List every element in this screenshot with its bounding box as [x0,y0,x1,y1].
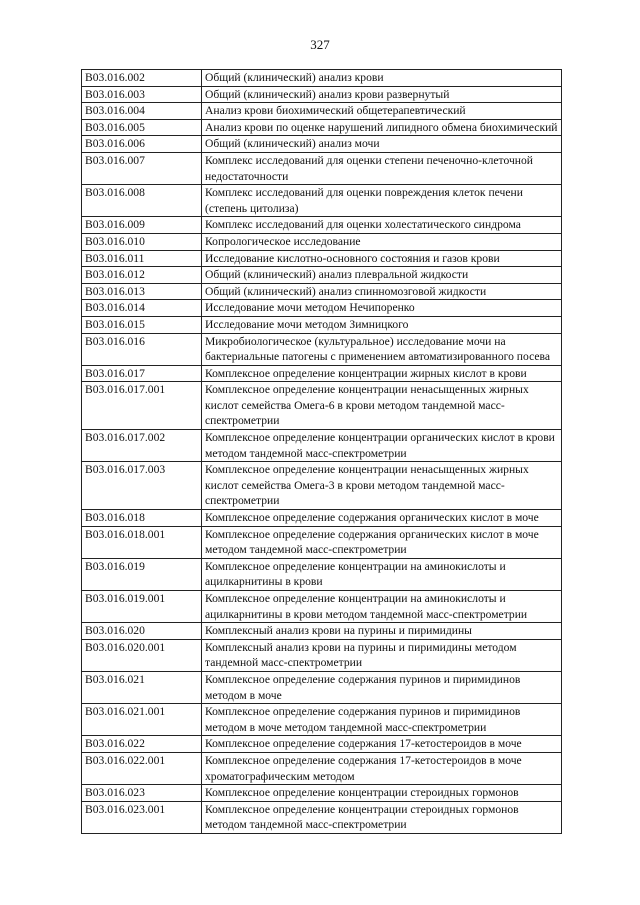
table-row [82,300,562,317]
table-row [82,267,562,284]
service-name-cell: Общий (клинический) анализ плевральной жидкости [202,267,562,284]
service-code-cell: B03.016.011 [82,250,202,267]
service-name-cell: Исследование мочи методом Нечипоренко [202,300,562,317]
service-code-cell: B03.016.016 [82,333,202,365]
service-code-cell: B03.016.019 [82,558,202,590]
table-row [82,510,562,527]
table-row [82,86,562,103]
service-name-cell: Комплексный анализ крови на пурины и пиримидины методом тандемной масс-спектрометрии [202,639,562,671]
table-row [82,103,562,120]
table-row [82,801,562,833]
service-code-cell: B03.016.009 [82,217,202,234]
table-row [82,333,562,365]
service-code-cell: B03.016.005 [82,119,202,136]
service-code-cell: B03.016.013 [82,283,202,300]
service-name-cell: Комплекс исследований для оценки повреждения клеток печени (степень цитолиза) [202,185,562,217]
table-row [82,185,562,217]
table-row [82,526,562,558]
table-row [82,119,562,136]
service-name-cell: Анализ крови по оценке нарушений липидного обмена биохимический [202,119,562,136]
service-code-cell: B03.016.020 [82,623,202,640]
service-code-cell: B03.016.023 [82,785,202,802]
service-name-cell: Общий (клинический) анализ крови [202,70,562,87]
service-code-cell: B03.016.017.003 [82,462,202,510]
service-code-cell: B03.016.007 [82,152,202,184]
services-table-body [82,70,562,834]
service-name-cell: Исследование мочи методом Зимницкого [202,316,562,333]
service-name-cell: Копрологическое исследование [202,233,562,250]
service-code-cell: B03.016.006 [82,136,202,153]
service-code-cell: B03.016.017.002 [82,430,202,462]
table-row [82,639,562,671]
service-code-cell: B03.016.008 [82,185,202,217]
table-row [82,785,562,802]
table-row [82,623,562,640]
service-name-cell: Комплексное определение концентрации жирных кислот в крови [202,365,562,382]
service-code-cell: B03.016.017 [82,365,202,382]
service-name-cell: Общий (клинический) анализ спинномозговой жидкости [202,283,562,300]
service-name-cell: Комплексное определение содержания пуринов и пиримидинов методом в моче [202,671,562,703]
service-name-cell: Комплексное определение концентрации на аминокислоты и ацилкарнитины в крови [202,558,562,590]
service-name-cell: Комплексное определение концентрации ненасыщенных жирных кислот семейства Омега-3 в крови методом тандемной масс-спектрометрии [202,462,562,510]
service-name-cell: Комплексное определение концентрации органических кислот в крови методом тандемной масс-спектрометрии [202,430,562,462]
service-name-cell: Комплексное определение концентрации ненасыщенных жирных кислот семейства Омега-6 в крови методом тандемной масс-спектрометрии [202,382,562,430]
table-row [82,382,562,430]
table-row [82,70,562,87]
service-name-cell: Комплексное определение концентрации на аминокислоты и ацилкарнитины в крови методом тандемной масс-спектрометрии [202,591,562,623]
service-code-cell: B03.016.010 [82,233,202,250]
service-name-cell: Комплексное определение содержания 17-кетостероидов в моче хроматографическим методом [202,752,562,784]
service-name-cell: Комплекс исследований для оценки холестатического синдрома [202,217,562,234]
service-name-cell: Комплексный анализ крови на пурины и пиримидины [202,623,562,640]
service-code-cell: B03.016.021 [82,671,202,703]
service-code-cell: B03.016.002 [82,70,202,87]
service-name-cell: Комплексное определение содержания 17-кетостероидов в моче [202,736,562,753]
table-row [82,283,562,300]
service-name-cell: Анализ крови биохимический общетерапевтический [202,103,562,120]
service-code-cell: B03.016.018.001 [82,526,202,558]
service-name-cell: Комплексное определение содержания органических кислот в моче [202,510,562,527]
table-row [82,591,562,623]
service-name-cell: Комплексное определение содержания пуринов и пиримидинов методом в моче методом тандемной масс-спектрометрии [202,704,562,736]
table-row [82,752,562,784]
table-row [82,704,562,736]
service-code-cell: B03.016.023.001 [82,801,202,833]
service-code-cell: B03.016.003 [82,86,202,103]
service-name-cell: Исследование кислотно-основного состояния и газов крови [202,250,562,267]
table-row [82,462,562,510]
service-name-cell: Общий (клинический) анализ крови развернутый [202,86,562,103]
service-code-cell: B03.016.004 [82,103,202,120]
page-number: 327 [310,37,330,52]
service-code-cell: B03.016.019.001 [82,591,202,623]
service-code-cell: B03.016.015 [82,316,202,333]
table-row [82,365,562,382]
table-row [82,671,562,703]
table-row [82,152,562,184]
service-name-cell: Комплексное определение содержания органических кислот в моче методом тандемной масс-спектрометрии [202,526,562,558]
table-row [82,316,562,333]
service-code-cell: B03.016.017.001 [82,382,202,430]
table-row [82,217,562,234]
table-row [82,250,562,267]
service-name-cell: Комплекс исследований для оценки степени печеночно-клеточной недостаточности [202,152,562,184]
table-row [82,736,562,753]
service-code-cell: B03.016.022 [82,736,202,753]
service-code-cell: B03.016.020.001 [82,639,202,671]
table-row [82,136,562,153]
service-name-cell: Комплексное определение концентрации стероидных гормонов методом тандемной масс-спектрометрии [202,801,562,833]
service-name-cell: Микробиологическое (культуральное) исследование мочи на бактериальные патогены с применением автоматизированного посева [202,333,562,365]
service-code-cell: B03.016.012 [82,267,202,284]
service-code-cell: B03.016.022.001 [82,752,202,784]
table-row [82,233,562,250]
service-name-cell: Общий (клинический) анализ мочи [202,136,562,153]
table-row [82,430,562,462]
services-table [81,69,562,834]
service-code-cell: B03.016.018 [82,510,202,527]
service-code-cell: B03.016.021.001 [82,704,202,736]
service-name-cell: Комплексное определение концентрации стероидных гормонов [202,785,562,802]
service-code-cell: B03.016.014 [82,300,202,317]
table-row [82,558,562,590]
